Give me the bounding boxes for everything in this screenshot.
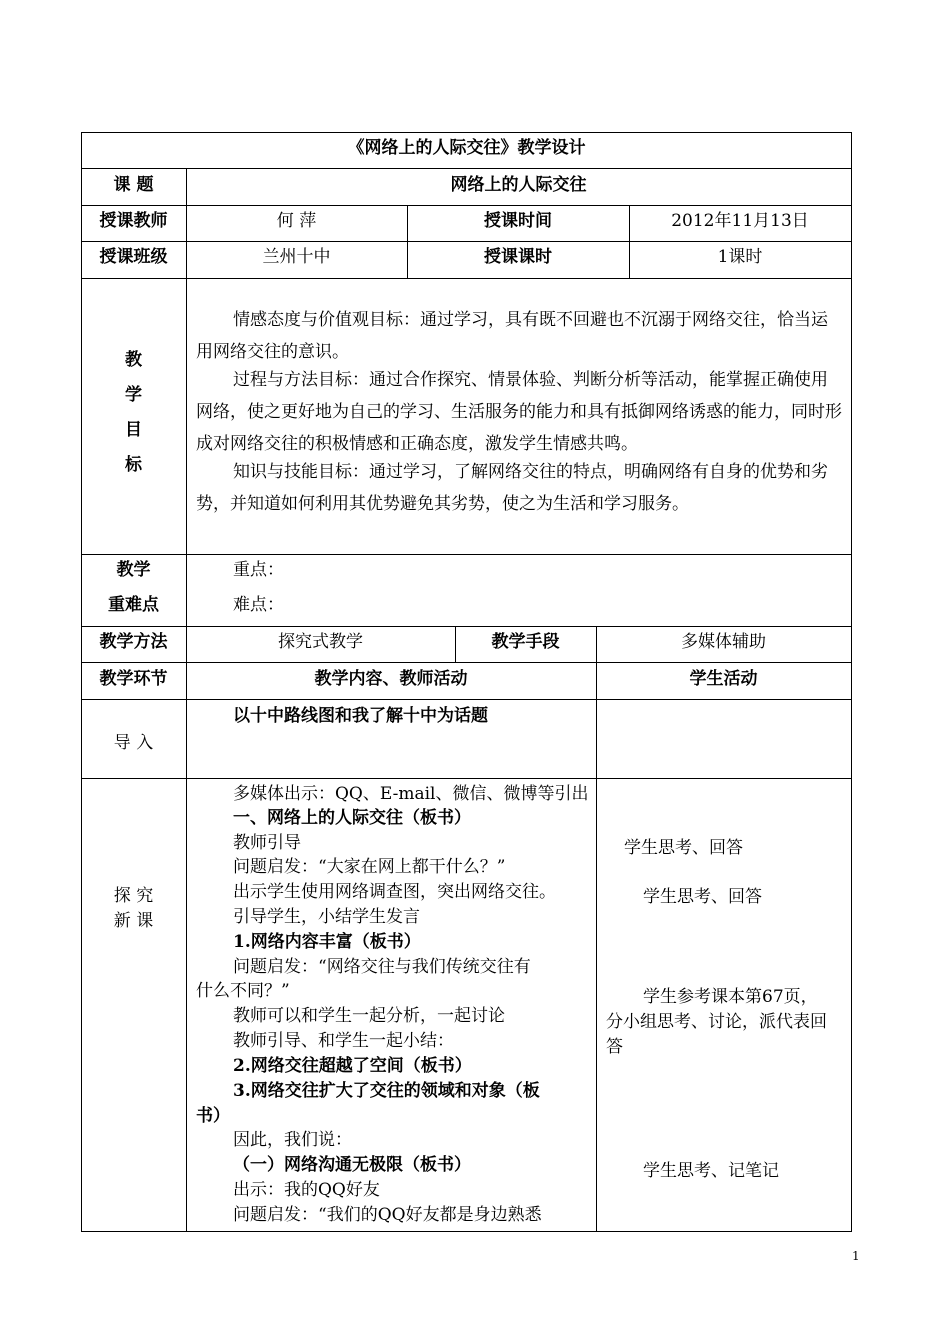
- explore-line: 一、网络上的人际交往（板书）: [233, 808, 471, 828]
- explore-line: 教师引导: [233, 833, 301, 853]
- table-rule: [81, 778, 852, 779]
- student-activity: 学生思考、回答: [643, 887, 762, 907]
- value-class: 兰州十中: [262, 247, 331, 267]
- explore-line: 问题启发：“我们的QQ好友都是身边熟悉: [233, 1205, 542, 1225]
- explore-line: 出示学生使用网络调查图，突出网络交往。: [233, 882, 556, 902]
- label-objectives-2: 学: [125, 385, 142, 405]
- label-key-points-2: 重难点: [108, 595, 159, 615]
- value-method: 探究式教学: [278, 632, 363, 652]
- label-lesson-date: 授课时间: [484, 211, 552, 231]
- key-point-focus: 重点：: [233, 560, 284, 580]
- header-stage: 教学环节: [99, 669, 168, 689]
- table-rule: [81, 662, 852, 663]
- table-rule: [851, 132, 852, 1232]
- objective-process: 过程与方法目标：通过合作探究、情景体验、判断分析等活动，能掌握正确使用网络，使之更好地为自己的学习、生活服务的能力和具有抵御网络诱惑的能力，同时形成对网络交往的积极情感和正确态度，激发学生情感共鸣。: [196, 370, 842, 454]
- table-rule: [81, 132, 852, 133]
- table-rule: [81, 241, 852, 242]
- stage-explore-2: 新 课: [113, 911, 154, 931]
- table-rule: [81, 278, 852, 279]
- label-lesson-hours: 授课课时: [484, 247, 552, 267]
- student-activity: 学生思考、回答: [624, 838, 743, 858]
- student-activity: 分小组思考、讨论，派代表回: [606, 1012, 827, 1032]
- table-rule: [81, 626, 852, 627]
- intro-content: 以十中路线图和我了解十中为话题: [233, 706, 488, 726]
- label-class: 授课班级: [99, 247, 168, 267]
- table-rule: [186, 168, 187, 1232]
- table-rule: [596, 626, 597, 1232]
- page-number: 1: [852, 1249, 860, 1263]
- explore-line: 引导学生，小结学生发言: [233, 907, 420, 927]
- explore-line: 1.网络内容丰富（板书）: [233, 932, 421, 952]
- label-key-points-1: 教学: [116, 560, 151, 580]
- header-content: 教学内容、教师活动: [314, 669, 468, 689]
- table-rule: [81, 1231, 852, 1232]
- explore-line: 多媒体出示：QQ、E-mail、微信、微博等引出: [233, 784, 589, 804]
- label-objectives-3: 目: [125, 420, 142, 440]
- objective-knowledge: 知识与技能目标：通过学习，了解网络交往的特点，明确网络有自身的优势和劣势，并知道如何利用其优势避免其劣势，使之为生活和学习服务。: [196, 462, 828, 514]
- explore-line: 教师引导、和学生一起小结：: [233, 1031, 454, 1051]
- explore-line: 因此，我们说：: [233, 1130, 352, 1150]
- value-means: 多媒体辅助: [681, 632, 766, 652]
- student-activity: 答: [606, 1037, 623, 1057]
- explore-line: 教师可以和学生一起分析，一起讨论: [233, 1006, 505, 1026]
- header-student: 学生活动: [689, 669, 758, 689]
- student-activity: 学生参考课本第67页，: [643, 987, 818, 1007]
- label-means: 教学手段: [491, 632, 560, 652]
- table-rule: [81, 554, 852, 555]
- value-lesson-date: 2012年11月13日: [671, 211, 809, 231]
- table-rule: [81, 205, 852, 206]
- label-objectives-4: 标: [125, 455, 142, 475]
- explore-line: （一）网络沟通无极限（板书）: [233, 1155, 471, 1175]
- label-method: 教学方法: [99, 632, 168, 652]
- explore-line: 问题启发：“大家在网上都干什么？”: [233, 857, 506, 877]
- explore-line: 2.网络交往超越了空间（板书）: [233, 1056, 472, 1076]
- objective-emotion: 情感态度与价值观目标：通过学习，具有既不回避也不沉溺于网络交往，恰当运用网络交往的意识。: [196, 310, 828, 362]
- table-rule: [81, 168, 852, 169]
- student-activity: 学生思考、记笔记: [643, 1161, 779, 1181]
- table-rule: [81, 699, 852, 700]
- label-teacher: 授课教师: [99, 211, 168, 231]
- explore-line: 出示：我的QQ好友: [233, 1180, 380, 1200]
- stage-explore-1: 探 究: [113, 886, 154, 906]
- explore-line: 问题启发：“网络交往与我们传统交往有: [233, 957, 531, 977]
- value-topic: 网络上的人际交往: [450, 175, 587, 195]
- label-objectives-1: 教: [125, 350, 142, 370]
- document-title: 《网络上的人际交往》教学设计: [347, 138, 586, 158]
- key-point-difficulty: 难点：: [233, 595, 284, 615]
- value-lesson-hours: 1课时: [717, 247, 763, 267]
- explore-line: 什么不同？”: [196, 981, 290, 1001]
- label-topic: 课 题: [113, 175, 154, 195]
- stage-intro: 导 入: [113, 733, 154, 753]
- explore-line: 书）: [196, 1106, 230, 1126]
- value-teacher: 何 萍: [276, 211, 317, 231]
- explore-line: 3.网络交往扩大了交往的领域和对象（板: [233, 1081, 540, 1101]
